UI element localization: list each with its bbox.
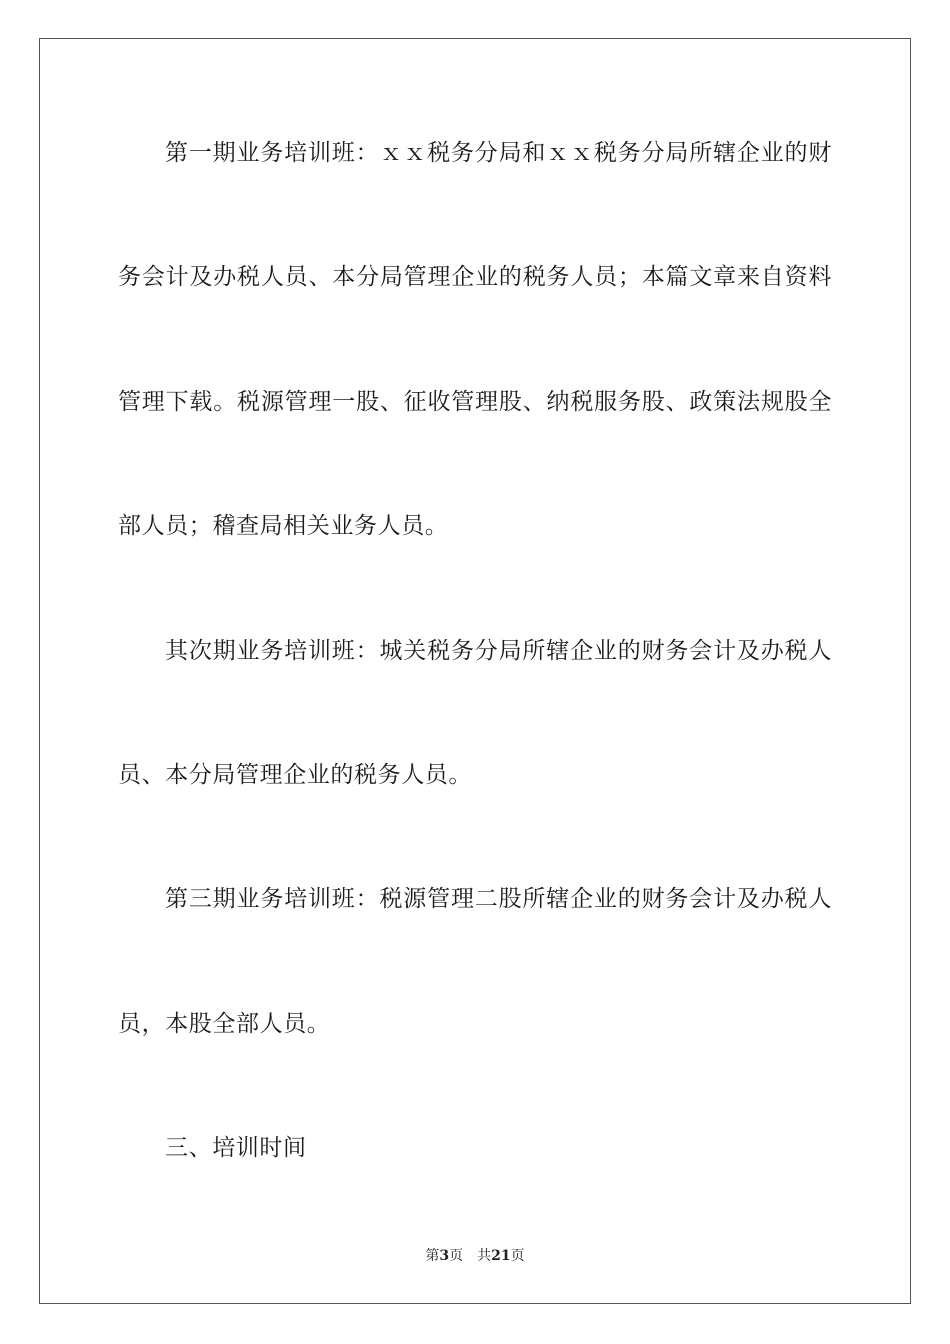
paragraph-line-7: 第三期业务培训班：税源管理二股所辖企业的财务会计及办税人 (165, 886, 832, 912)
page-border (39, 38, 911, 1304)
footer-total-pages: 21 (491, 1248, 511, 1264)
paragraph-line-3: 管理下载。税源管理一股、征收管理股、纳税服务股、政策法规股全 (118, 389, 832, 415)
footer-page-number: 3 (439, 1248, 450, 1264)
footer-total-prefix: 共 (477, 1248, 492, 1264)
paragraph-line-1: 第一期业务培训班：ｘｘ税务分局和ｘｘ税务分局所辖企业的财 (165, 140, 832, 166)
page-footer (0, 1247, 950, 1265)
paragraph-line-2: 务会计及办税人员、本分局管理企业的税务人员；本篇文章来自资料 (118, 264, 832, 290)
footer-page-prefix: 第 (425, 1248, 440, 1264)
paragraph-line-5: 其次期业务培训班：城关税务分局所辖企业的财务会计及办税人 (165, 638, 832, 664)
section-heading: 三、培训时间 (165, 1135, 307, 1161)
footer-total-suffix: 页 (510, 1248, 525, 1264)
footer-page-suffix: 页 (449, 1248, 464, 1264)
paragraph-line-8: 员，本股全部人员。 (118, 1011, 331, 1037)
paragraph-line-4: 部人员；稽查局相关业务人员。 (118, 513, 449, 539)
paragraph-line-6: 员、本分局管理企业的税务人员。 (118, 762, 472, 788)
